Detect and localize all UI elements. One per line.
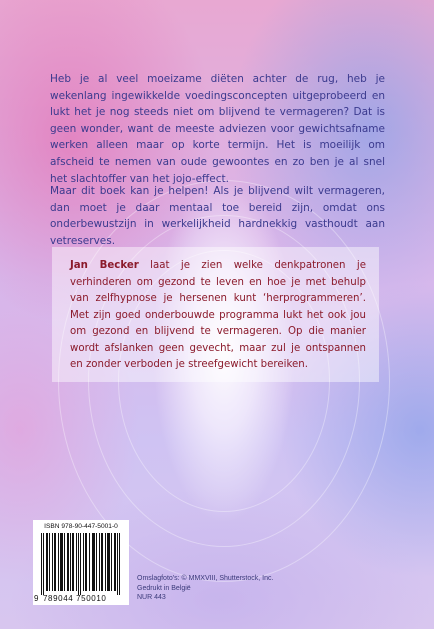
intro-paragraph: Heb je al veel moeizame diëten achter de rug, heb je wekenlang ingewikkelde voedingsconcepten uitgeprobeerd en lukt het je nog steeds niet om blijvend te vermageren? Dat is geen wonder, want de meeste adviezen voor gewichtsafname werken alleen maar op korte termijn. Het is moeilijk om afscheid te nemen van oude gewoontes en zo ben je al snel het slachtoffer van het jojo-effect. — [50, 73, 385, 185]
barcode — [33, 520, 129, 605]
printed-in: Gedrukt in België — [137, 584, 191, 592]
photo-credit: Omslagfoto's: © MMXVIII, Shutterstock, Inc. — [137, 575, 274, 582]
barcode-digits: 789044 750010 — [43, 594, 107, 603]
author-blurb — [70, 258, 366, 374]
isbn-label: ISBN 978-90-447-5001-0 — [44, 523, 118, 530]
barcode-lead-digit: 9 — [34, 594, 39, 603]
author-blurb-text: laat je zien welke denkpatronen je verhinderen om gezond te leven en hoe je met behulp van zelfhypnose je hersenen kunt ‘herprogrammeren’. Met zijn goed onderbouwde programma lukt het ook jou om gezond en blijvend te vermageren. Op die manier wordt afslanken geen gevecht, maar zul je ontspannen en zonder verboden je streefgewicht bereiken. — [70, 260, 366, 370]
second-paragraph: Maar dit boek kan je helpen! Als je blijvend wilt vermageren, dan moet je daar mentaal toe bereid zijn, omdat ons onderbewustzijn in werkelijkheid hardnekkig vasthoudt aan vetreserves. — [50, 185, 385, 247]
author-name: Jan Becker — [70, 260, 139, 271]
barcode-bars — [39, 533, 123, 595]
nur-code: NUR 443 — [137, 594, 166, 601]
credits — [137, 574, 273, 603]
